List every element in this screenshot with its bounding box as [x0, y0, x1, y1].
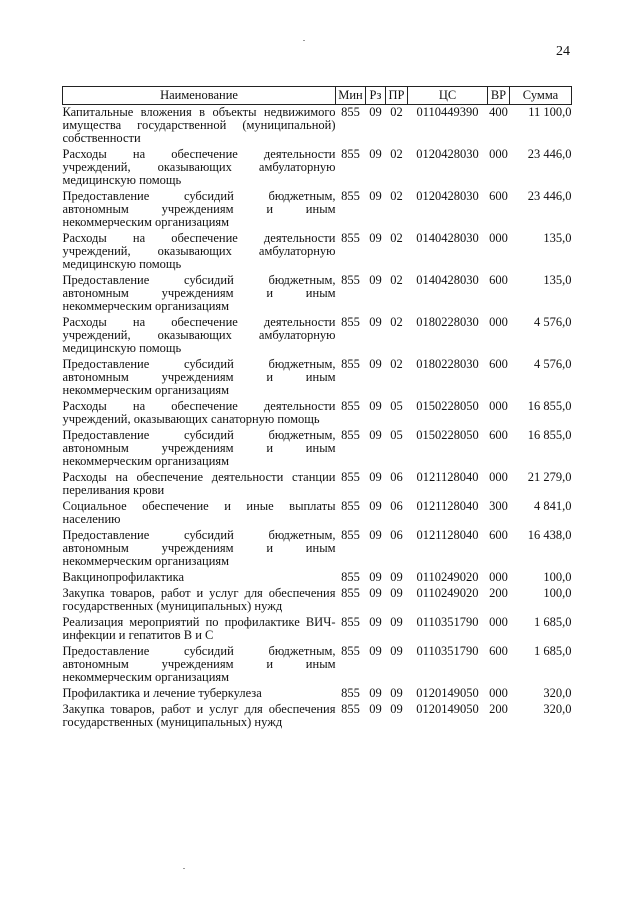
cell-pr: 02: [390, 357, 403, 371]
cell-cs: 0121128040: [416, 470, 479, 484]
cell-sum: 100,0: [543, 586, 572, 600]
header-sum: Сумма: [510, 87, 572, 105]
cell-min: 855: [341, 702, 360, 716]
header-name: Наименование: [63, 87, 336, 105]
cell-sum: 21 279,0: [527, 470, 572, 484]
cell-pr: 02: [390, 231, 403, 245]
table-row: [63, 147, 572, 189]
cell-vr: 600: [489, 189, 508, 203]
cell-vr: 000: [489, 231, 508, 245]
table-body: [63, 105, 572, 732]
table-row: [63, 702, 572, 731]
cell-rz: 09: [369, 570, 382, 584]
scan-speck: [303, 40, 305, 41]
cell-rz: 09: [369, 357, 382, 371]
cell-sum: 320,0: [543, 686, 572, 700]
cell-min: 855: [341, 315, 360, 329]
cell-name: Вакцинопрофилактика: [62, 570, 185, 584]
cell-pr: 02: [390, 189, 403, 203]
cell-vr: 000: [489, 570, 508, 584]
cell-cs: 0120149050: [416, 686, 479, 700]
header-vr: ВР: [488, 87, 510, 105]
cell-cs: 0120428030: [416, 189, 479, 203]
cell-cs: 0120428030: [416, 147, 479, 161]
cell-pr: 02: [390, 273, 403, 287]
cell-vr: 200: [489, 702, 508, 716]
cell-name: Предоставление субсидий бюджетным, автономным учреждениям и иным некоммерческим организациям: [62, 528, 336, 568]
cell-rz: 09: [369, 499, 382, 513]
cell-pr: 06: [390, 528, 403, 542]
cell-cs: 0110449390: [416, 105, 479, 119]
cell-name: Профилактика и лечение туберкулеза: [62, 686, 262, 700]
cell-sum: 100,0: [543, 570, 572, 584]
header-cs: ЦС: [408, 87, 488, 105]
cell-vr: 600: [489, 273, 508, 287]
cell-cs: 0110249020: [416, 586, 479, 600]
table-row: [63, 615, 572, 644]
cell-rz: 09: [369, 315, 382, 329]
cell-rz: 09: [369, 105, 382, 119]
cell-pr: 09: [390, 586, 403, 600]
cell-vr: 000: [489, 147, 508, 161]
cell-vr: 000: [489, 399, 508, 413]
cell-min: 855: [341, 231, 360, 245]
cell-min: 855: [341, 399, 360, 413]
cell-min: 855: [341, 470, 360, 484]
cell-rz: 09: [369, 399, 382, 413]
cell-pr: 02: [390, 315, 403, 329]
table-row: [63, 105, 572, 148]
cell-min: 855: [341, 357, 360, 371]
cell-sum: 320,0: [543, 702, 572, 716]
cell-min: 855: [341, 528, 360, 542]
cell-pr: 06: [390, 470, 403, 484]
table-row: [63, 315, 572, 357]
table-row: [63, 586, 572, 615]
cell-name: Закупка товаров, работ и услуг для обеспечения государственных (муниципальных) нужд: [62, 702, 336, 729]
cell-sum: 135,0: [543, 273, 572, 287]
cell-rz: 09: [369, 702, 382, 716]
table-header-row: [63, 87, 572, 105]
cell-rz: 09: [369, 686, 382, 700]
cell-pr: 09: [390, 644, 403, 658]
cell-sum: 4 841,0: [534, 499, 572, 513]
cell-name: Предоставление субсидий бюджетным, автономным учреждениям и иным некоммерческим организациям: [62, 644, 336, 684]
page-number: 24: [556, 44, 570, 59]
cell-pr: 09: [390, 702, 403, 716]
cell-min: 855: [341, 686, 360, 700]
cell-sum: 16 855,0: [527, 399, 572, 413]
cell-sum: 16 855,0: [527, 428, 572, 442]
cell-vr: 000: [489, 686, 508, 700]
cell-cs: 0121128040: [416, 499, 479, 513]
table-row: [63, 528, 572, 570]
cell-min: 855: [341, 499, 360, 513]
cell-pr: 05: [390, 428, 403, 442]
cell-cs: 0121128040: [416, 528, 479, 542]
cell-min: 855: [341, 273, 360, 287]
cell-min: 855: [341, 615, 360, 629]
cell-pr: 09: [390, 686, 403, 700]
cell-name: Закупка товаров, работ и услуг для обеспечения государственных (муниципальных) нужд: [62, 586, 336, 613]
scan-speck: [183, 868, 185, 869]
cell-name: Социальное обеспечение и иные выплаты населению: [62, 499, 336, 526]
cell-rz: 09: [369, 586, 382, 600]
cell-name: Расходы на обеспечение деятельности учреждений, оказывающих санаторную помощь: [62, 399, 336, 426]
cell-cs: 0150228050: [416, 399, 479, 413]
table-row: [63, 231, 572, 273]
cell-vr: 600: [489, 644, 508, 658]
cell-min: 855: [341, 586, 360, 600]
cell-name: Предоставление субсидий бюджетным, автономным учреждениям и иным некоммерческим организациям: [62, 189, 336, 229]
cell-min: 855: [341, 644, 360, 658]
cell-name: Капитальные вложения в объекты недвижимого имущества государственной (муниципальной) собственности: [62, 105, 336, 145]
cell-min: 855: [341, 189, 360, 203]
cell-pr: 09: [390, 570, 403, 584]
header-rz: Рз: [366, 87, 386, 105]
header-pr: ПР: [386, 87, 408, 105]
cell-cs: 0110249020: [416, 570, 479, 584]
cell-rz: 09: [369, 231, 382, 245]
cell-pr: 06: [390, 499, 403, 513]
cell-sum: 23 446,0: [527, 147, 572, 161]
cell-min: 855: [341, 570, 360, 584]
cell-name: Предоставление субсидий бюджетным, автономным учреждениям и иным некоммерческим организациям: [62, 428, 336, 468]
cell-min: 855: [341, 105, 360, 119]
table-row: [63, 399, 572, 428]
cell-rz: 09: [369, 644, 382, 658]
cell-cs: 0110351790: [416, 615, 479, 629]
cell-cs: 0180228030: [416, 357, 479, 371]
table-row: [63, 644, 572, 686]
cell-vr: 400: [489, 105, 508, 119]
cell-rz: 09: [369, 189, 382, 203]
cell-rz: 09: [369, 147, 382, 161]
cell-pr: 02: [390, 105, 403, 119]
cell-cs: 0180228030: [416, 315, 479, 329]
cell-name: Реализация мероприятий по профилактике ВИЧ-инфекции и гепатитов В и С: [62, 615, 336, 642]
cell-pr: 02: [390, 147, 403, 161]
table-row: [63, 428, 572, 470]
cell-cs: 0150228050: [416, 428, 479, 442]
cell-sum: 1 685,0: [534, 644, 572, 658]
cell-sum: 16 438,0: [527, 528, 572, 542]
table-row: [63, 570, 572, 586]
cell-cs: 0140428030: [416, 231, 479, 245]
cell-name: Предоставление субсидий бюджетным, автономным учреждениям и иным некоммерческим организациям: [62, 273, 336, 313]
cell-min: 855: [341, 147, 360, 161]
cell-rz: 09: [369, 273, 382, 287]
table-row: [63, 357, 572, 399]
cell-name: Расходы на обеспечение деятельности учреждений, оказывающих амбулаторную медицинскую помощь: [62, 231, 336, 271]
cell-pr: 09: [390, 615, 403, 629]
cell-pr: 05: [390, 399, 403, 413]
cell-vr: 600: [489, 428, 508, 442]
cell-vr: 000: [489, 615, 508, 629]
cell-rz: 09: [369, 528, 382, 542]
cell-vr: 000: [489, 315, 508, 329]
table-row: [63, 499, 572, 528]
header-min: Мин: [336, 87, 366, 105]
cell-rz: 09: [369, 428, 382, 442]
cell-vr: 600: [489, 357, 508, 371]
cell-sum: 1 685,0: [534, 615, 572, 629]
cell-vr: 200: [489, 586, 508, 600]
table-row: [63, 686, 572, 702]
table-row: [63, 273, 572, 315]
cell-name: Расходы на обеспечение деятельности учреждений, оказывающих амбулаторную медицинскую помощь: [62, 315, 336, 355]
cell-rz: 09: [369, 470, 382, 484]
cell-min: 855: [341, 428, 360, 442]
cell-name: Расходы на обеспечение деятельности учреждений, оказывающих амбулаторную медицинскую помощь: [62, 147, 336, 187]
cell-vr: 000: [489, 470, 508, 484]
budget-table: [62, 86, 572, 731]
cell-sum: 135,0: [543, 231, 572, 245]
cell-sum: 23 446,0: [527, 189, 572, 203]
cell-rz: 09: [369, 615, 382, 629]
cell-sum: 4 576,0: [534, 357, 572, 371]
table-row: [63, 189, 572, 231]
cell-cs: 0110351790: [416, 644, 479, 658]
cell-cs: 0140428030: [416, 273, 479, 287]
cell-name: Расходы на обеспечение деятельности станции переливания крови: [62, 470, 336, 497]
table-row: [63, 470, 572, 499]
cell-name: Предоставление субсидий бюджетным, автономным учреждениям и иным некоммерческим организациям: [62, 357, 336, 397]
cell-sum: 4 576,0: [534, 315, 572, 329]
cell-vr: 300: [489, 499, 508, 513]
cell-sum: 11 100,0: [528, 105, 572, 119]
cell-vr: 600: [489, 528, 508, 542]
cell-cs: 0120149050: [416, 702, 479, 716]
